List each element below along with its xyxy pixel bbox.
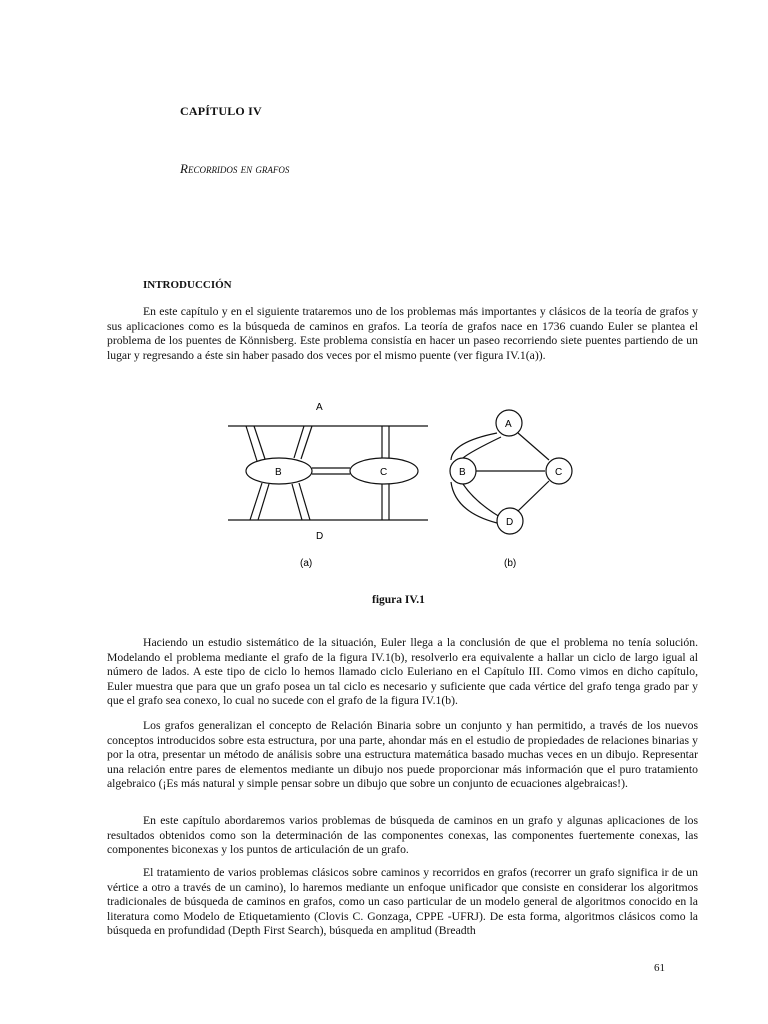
paragraph-3: Los grafos generalizan el concepto de Relación Binaria sobre un conjunto y han permitido, a través de los nuevos conceptos introducidos sobre esta estructura, por una parte, ahondar más en el estudio de propiedades de relaciones binarias y por la otra, presentar un método de análisis sobre una estructura matemática basado muchas veces en un dibujo. Representar una relación entre pares de elementos mediante un dibujo nos puede proporcionar más información que el puro tratamiento algebraico (¡Es más natural y simple pensar sobre un dibujo que sobre un conjunto de ecuaciones algebraicas!). xyxy=(107,719,698,791)
graph-label-a: A xyxy=(505,419,512,430)
paragraph-5: El tratamiento de varios problemas clásicos sobre caminos y recorridos en grafos (recorrer un grafo significa ir de un vértice a otro a través de un camino), lo haremos mediante un enfoque unificador que consiste en considerar los algoritmos tradicionales de búsqueda de caminos en grafos, como un caso particular de un modelo general de algoritmos conocido en la literatura como Modelo de Etiquetamiento (Clovis C. Gonzaga, CPPE -UFRJ). De esta forma, algoritmos clásicos como la búsqueda en profundidad (Depth First Search), búsqueda en amplitud (Breadth xyxy=(107,866,698,938)
edge-ab-outer xyxy=(451,433,497,460)
bridges-map xyxy=(228,426,428,520)
chapter-heading: CAPÍTULO IV xyxy=(180,104,262,118)
edge-dc xyxy=(518,481,549,511)
bridge-b-top-left-2 xyxy=(254,426,265,459)
section-heading: INTRODUCCIÓN xyxy=(143,279,232,291)
map-label-c: C xyxy=(380,467,388,478)
figure-iv-1 xyxy=(0,390,768,580)
paragraph-2: Haciendo un estudio sistemático de la situación, Euler llega a la conclusión de que el problema no tenía solución. Modelando el problema mediante el grafo de la figura IV.1(b), resolverlo era equivalente a hallar un ciclo de largo igual al número de lados. A este tipo de ciclo lo hemos llamado ciclo Euleriano en el Capítulo III. Como vimos en dicho capítulo, Euler muestra que para que un grafo posea un tal ciclo es necesario y suficiente que cada vértice del grafo tenga grado par y que el grafo sea conexo, lo cual no sucede con el grafo de la figura IV.1(b). xyxy=(107,636,698,708)
subfigure-b-label: (b) xyxy=(504,558,517,569)
edge-bd-inner xyxy=(463,484,500,517)
map-label-a: A xyxy=(316,402,323,413)
graph-label-c: C xyxy=(555,467,563,478)
graph-label-b: B xyxy=(459,467,466,478)
paragraph-1: En este capítulo y en el siguiente trataremos uno de los problemas más importantes y clásicos de la teoría de grafos y sus aplicaciones como es la búsqueda de caminos en grafos. La teoría de grafos nace en 1736 cuando Euler se plantea el problema de los puentes de Könnisberg. Este problema consistía en hacer un paseo recorriendo siete puentes partiendo de un lugar y regresando a éste sin haber pasado dos veces por el mismo puente (ver figura IV.1(a)). xyxy=(107,305,698,362)
figure-caption: figura IV.1 xyxy=(372,594,425,606)
konigsberg-figure xyxy=(0,390,768,580)
edge-ab-inner xyxy=(463,437,501,458)
subfigure-a-label: (a) xyxy=(300,558,313,569)
graph-label-d: D xyxy=(506,517,514,528)
page-number: 61 xyxy=(654,962,665,974)
paragraph-4: En este capítulo abordaremos varios problemas de búsqueda de caminos en un grafo y algunas aplicaciones de los resultados obtenidos como son la determinación de las componentes conexas, las componentes fuertemente conexas, las componentes biconexas y los puntos de articulación de un grafo. xyxy=(107,814,698,857)
chapter-title: Recorridos en grafos xyxy=(180,161,290,176)
map-label-b: B xyxy=(275,467,282,478)
edge-ac xyxy=(518,433,549,460)
edge-bd-outer xyxy=(451,482,497,523)
map-label-d: D xyxy=(316,531,324,542)
